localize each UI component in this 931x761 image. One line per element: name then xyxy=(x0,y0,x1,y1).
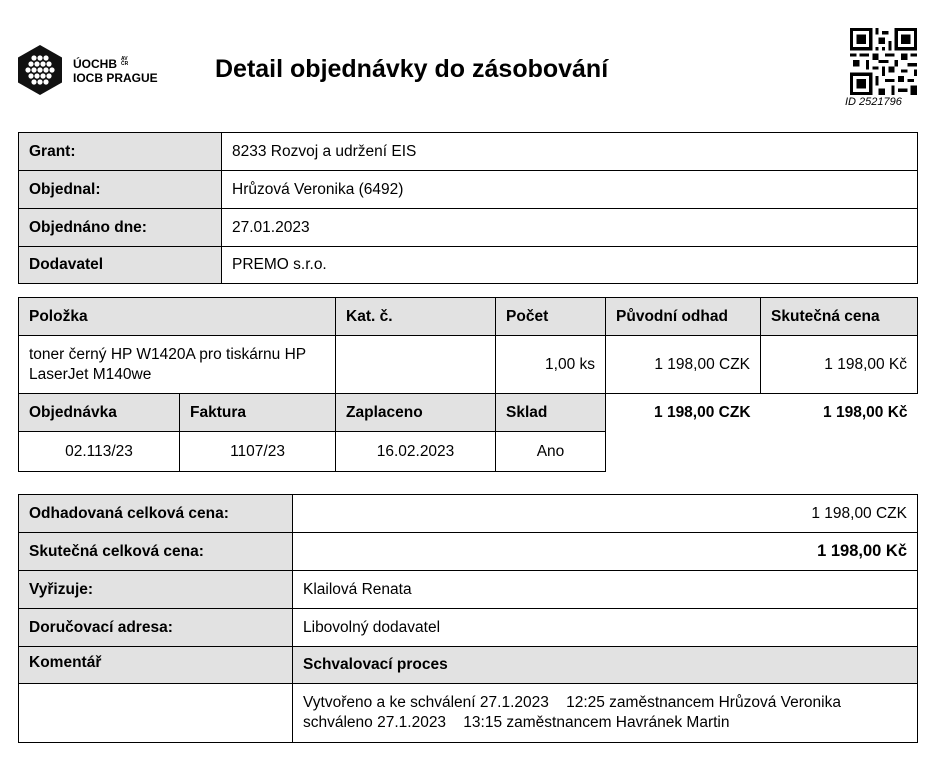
item-quantity: 1,00 ks xyxy=(496,336,606,394)
info-value: 8233 Rozvoj a udržení EIS xyxy=(222,133,918,171)
info-row xyxy=(19,247,918,284)
summary-label: Vyřizuje: xyxy=(19,571,293,609)
info-value: Hrůzová Veronika (6492) xyxy=(222,171,918,209)
approval-process-label: Schvalovací proces xyxy=(293,647,918,684)
logo-text-1: ÚOCHB xyxy=(73,57,117,71)
summary-label: Odhadovaná celková cena: xyxy=(19,495,293,533)
col-header-invoice: Faktura xyxy=(180,394,336,432)
estimated-total: 1 198,00 CZK xyxy=(293,495,918,533)
col-header-catalog: Kat. č. xyxy=(336,298,496,336)
col-header-estimate: Původní odhad xyxy=(606,298,761,336)
col-header-quantity: Počet xyxy=(496,298,606,336)
paid-date: 16.02.2023 xyxy=(336,432,496,472)
summary-row xyxy=(19,571,918,609)
delivery-address: Libovolný dodavatel xyxy=(293,609,918,647)
info-value: 27.01.2023 xyxy=(222,209,918,247)
summary-label: Doručovací adresa: xyxy=(19,609,293,647)
summary-table xyxy=(18,494,918,743)
page-title: Detail objednávky do zásobování xyxy=(215,55,609,83)
col-header-item: Položka xyxy=(19,298,336,336)
invoice-number: 1107/23 xyxy=(180,432,336,472)
total-price: 1 198,00 Kč xyxy=(823,403,908,421)
col-header-order: Objednávka xyxy=(19,394,180,432)
info-table xyxy=(18,132,918,284)
summary-row xyxy=(19,495,918,533)
col-header-paid: Zaplaceno xyxy=(336,394,496,432)
qr-code-icon xyxy=(850,28,917,95)
item-price: 1 198,00 Kč xyxy=(761,336,918,394)
info-row xyxy=(19,133,918,171)
approval-process xyxy=(293,684,918,743)
info-label: Dodavatel xyxy=(19,247,222,284)
col-header-price: Skutečná cena xyxy=(761,298,918,336)
document-id: ID 2521796 xyxy=(845,96,902,108)
info-row xyxy=(19,171,918,209)
info-row xyxy=(19,209,918,247)
summary-row xyxy=(19,609,918,647)
process-line: Vytvořeno a ke schválení 27.1.2023 12:25 zaměstnancem Hrůzová Veronika xyxy=(303,694,841,711)
logo xyxy=(16,44,64,101)
logo-mark: AV ČR xyxy=(121,56,129,67)
stock-status: Ano xyxy=(496,432,606,472)
info-value: PREMO s.r.o. xyxy=(222,247,918,284)
item-estimate: 1 198,00 CZK xyxy=(606,336,761,394)
comment-label: Komentář xyxy=(19,647,293,684)
items-table xyxy=(18,297,918,472)
summary-row xyxy=(19,533,918,571)
process-line: schváleno 27.1.2023 13:15 zaměstnancem Havránek Martin xyxy=(303,714,730,731)
info-label: Grant: xyxy=(19,133,222,171)
logo-text-2: IOCB PRAGUE xyxy=(73,71,158,85)
item-catalog xyxy=(336,336,496,394)
handler: Klailová Renata xyxy=(293,571,918,609)
col-header-stock: Sklad xyxy=(496,394,606,432)
iocb-logo-icon xyxy=(16,44,64,96)
item-name: toner černý HP W1420A pro tiskárnu HP LaserJet M140we xyxy=(19,336,336,394)
table-row xyxy=(19,336,918,394)
comment-value xyxy=(19,684,293,743)
summary-label: Skutečná celková cena: xyxy=(19,533,293,571)
actual-total: 1 198,00 Kč xyxy=(293,533,918,571)
total-estimate: 1 198,00 CZK xyxy=(654,403,751,421)
info-label: Objednal: xyxy=(19,171,222,209)
order-number: 02.113/23 xyxy=(19,432,180,472)
table-row xyxy=(19,432,918,472)
info-label: Objednáno dne: xyxy=(19,209,222,247)
